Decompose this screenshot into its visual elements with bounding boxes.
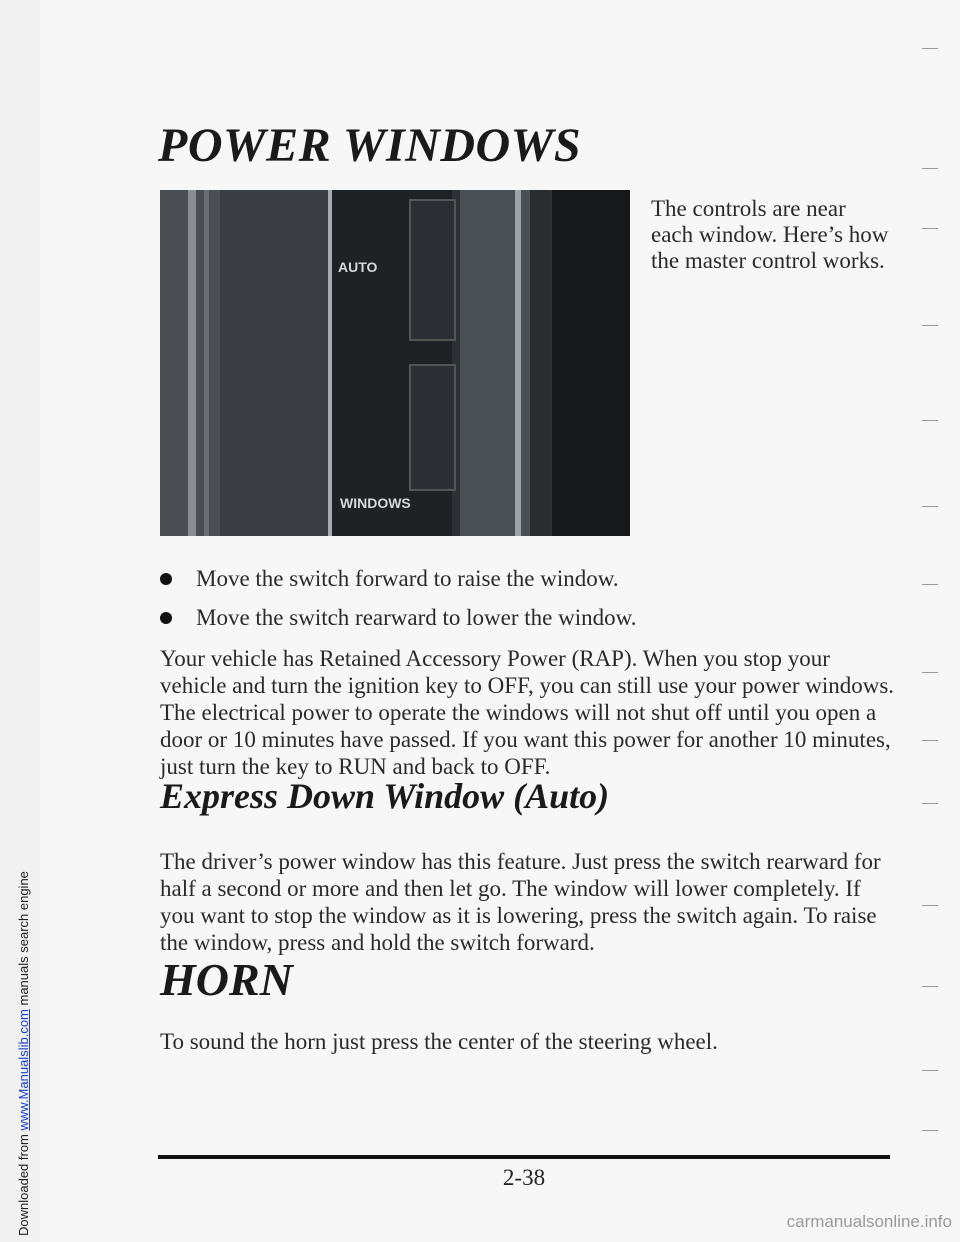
horn-heading: HORN — [160, 954, 293, 1005]
download-prefix: Downloaded from — [16, 1130, 31, 1236]
bullet-item — [160, 604, 637, 632]
margin-tick — [922, 584, 938, 585]
intro-text: The controls are near each window. Here’s how the master control works. — [651, 196, 889, 273]
bullet-dot — [160, 612, 172, 624]
margin-tick — [922, 48, 938, 49]
bullet-text: Move the switch rearward to lower the window. — [196, 605, 637, 630]
express-down-heading: Express Down Window (Auto) — [160, 776, 610, 816]
express-paragraph: The driver’s power window has this feature. Just press the switch rearward for half a second or more and then let go. The window will lower completely. If you want to stop the window as it is lowering, press the switch again. To raise the window, press and hold the switch forward. — [160, 849, 881, 955]
margin-tick — [922, 803, 938, 804]
bullet-list — [160, 565, 637, 643]
manualslib-link[interactable]: www.Manualslib.com — [16, 1009, 31, 1131]
margin-tick — [922, 905, 938, 906]
section-title: POWER WINDOWS — [158, 119, 582, 172]
page-number: 2-38 — [502, 1165, 546, 1190]
auto-label: AUTO — [338, 259, 378, 275]
margin-tick — [922, 420, 938, 421]
rap-paragraph: Your vehicle has Retained Accessory Power (RAP). When you stop your vehicle and turn the ignition key to OFF, you can still use your power windows. The electrical power to operate the windows will not shut off until you open a door or 10 minutes have passed. If you want this power for another 10 minutes, just turn the key to RUN and back to OFF. — [160, 646, 895, 779]
margin-tick — [922, 740, 938, 741]
margin-tick — [922, 672, 938, 673]
margin-tick — [922, 325, 938, 326]
download-suffix: manuals search engine — [16, 871, 31, 1010]
watermark: carmanualsonline.info — [786, 1212, 952, 1231]
margin-tick — [922, 168, 938, 169]
margin-tick — [922, 1070, 938, 1071]
margin-tick — [922, 1130, 938, 1131]
bullet-dot — [160, 573, 172, 585]
horn-paragraph: To sound the horn just press the center of the steering wheel. — [160, 1029, 718, 1054]
bullet-text: Move the switch forward to raise the window. — [196, 566, 619, 591]
margin-tick — [922, 506, 938, 507]
windows-label: WINDOWS — [340, 495, 411, 511]
power-window-switch-photo — [160, 190, 630, 536]
margin-tick — [922, 228, 938, 229]
footer-rule — [158, 1155, 890, 1159]
margin-tick — [922, 986, 938, 987]
bullet-item — [160, 565, 637, 593]
